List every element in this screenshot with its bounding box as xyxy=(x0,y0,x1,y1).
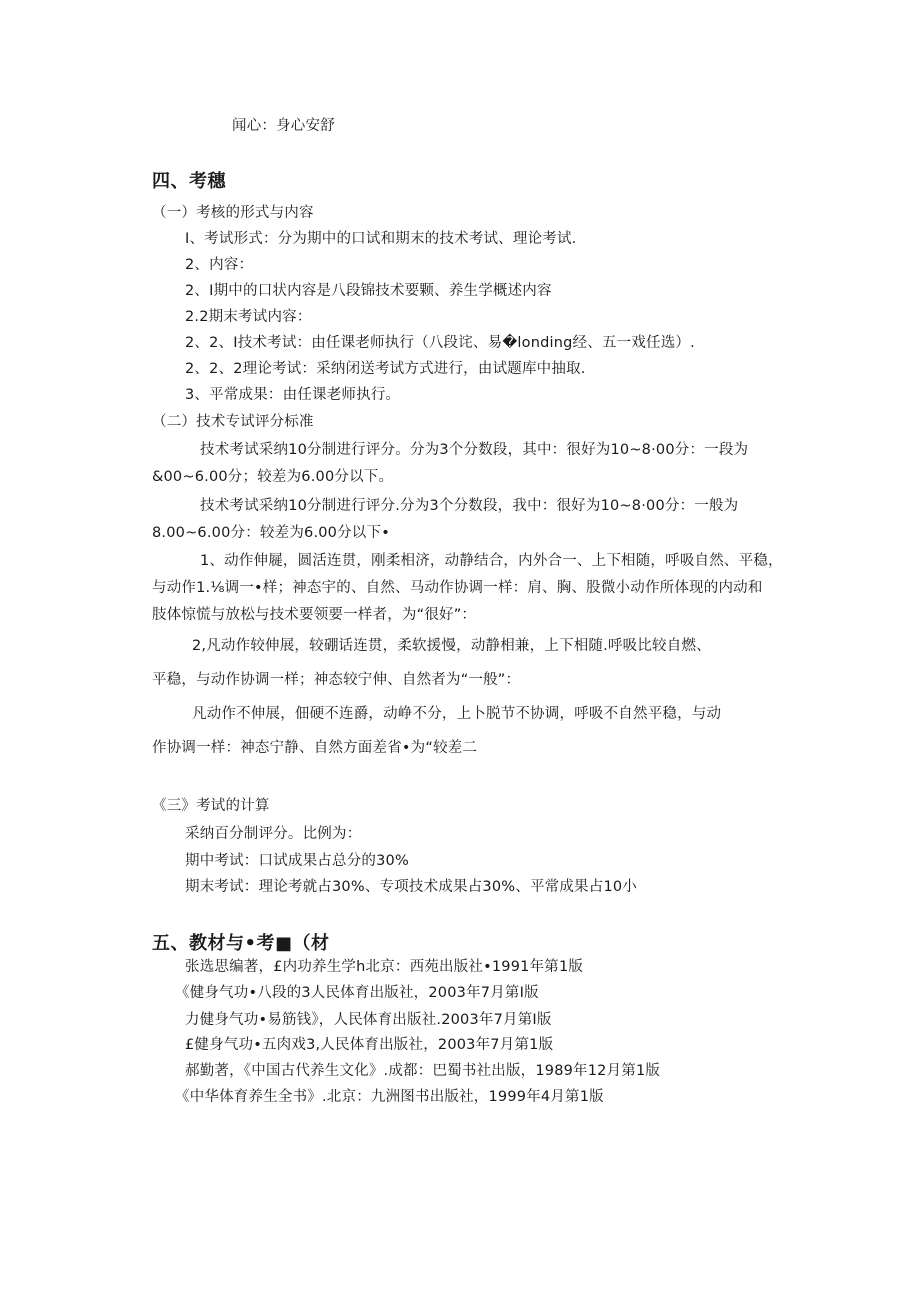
intro-line: 闻心：身心安舒 xyxy=(232,118,335,134)
section-4-heading: 四、考穗 xyxy=(152,171,226,192)
sub2-line: 肢体惊慌与放松与技术要领要一样者，为“很好”： xyxy=(152,607,477,623)
sub1-item: I、考试形式：分为期中的口试和期末的技术考试、理论考试. xyxy=(185,231,577,247)
sub1-item: 3、平常成果：由任课老师执行。 xyxy=(185,387,401,403)
sub1-item: 2.2期末考试内容： xyxy=(185,309,312,325)
reference-item: 张选思编著，£内功养生学h北京：西苑出版社•1991年第1版 xyxy=(185,959,584,975)
sub2-line: 8.00~6.00分：较差为6.00分以下• xyxy=(152,525,390,541)
sub2-line: 作协调一样：神态宁静、自然方面差省•为“较差二 xyxy=(152,740,478,756)
subsection-2-title: （二）技术专试评分标准 xyxy=(152,414,314,430)
sub3-line: 采纳百分制评分。比例为： xyxy=(185,826,362,842)
sub2-line: 1、动作伸屣，圆活连贯，刚柔相济，动静结合，内外合一、上下相随，呼吸自然、平稳， xyxy=(200,553,783,569)
reference-item: 《健身气功•八段的3人民体育出版社，2003年7月第I版 xyxy=(175,985,539,1001)
sub1-item: 2、内容： xyxy=(185,257,254,273)
sub2-line: 与动作1.⅛调一•样；神态宇的、自然、马动作协调一样：肩、胸、股微小动作所体现的内动和 xyxy=(152,580,763,596)
sub1-item: 2、I期中的口状内容是八段锦技术要颗、养生学概述内容 xyxy=(185,283,552,299)
sub3-line: 期末考试：理论考就占30%、专项技术成果占30%、平常成果占10小 xyxy=(185,879,638,895)
sub2-line: 技术考试采纳10分制进行评分.分为3个分数段，我中：很好为10~8·00分：一般为 xyxy=(200,498,739,514)
sub2-line: 平稳，与动作协调一样；神态较宁伸、自然者为“一般”： xyxy=(152,672,521,688)
sub1-item: 2、2、2理论考试：采纳闭送考试方式进行，由试题库中抽取. xyxy=(185,361,586,377)
reference-item: 郝勤著，《中国古代养生文化》.成都：巴蜀书社出版，1989年12月第1版 xyxy=(185,1063,661,1079)
sub2-line: &00~6.00分；较差为6.00分以下。 xyxy=(152,469,394,485)
subsection-3-title: 《三》考试的计算 xyxy=(152,798,270,814)
sub2-line: 技术考试采纳10分制进行评分。分为3个分数段，其中：很好为10~8·00分：一段为 xyxy=(200,442,749,458)
reference-item: 力健身气功•易筋钱》，人民体育出版社.2003年7月第I版 xyxy=(185,1012,552,1028)
sub2-line: 凡动作不伸展，佃硬不连爵，动峥不分，上卜脱节不协调，呼吸不自然平稳，与动 xyxy=(192,706,722,722)
subsection-1-title: （一）考核的形式与内容 xyxy=(152,205,314,221)
sub1-item: 2、2、I技术考试：由任课老师执行（八段诧、易�londing经、五一戏任选）. xyxy=(185,335,695,351)
section-5-heading: 五、教材与•考■（材 xyxy=(152,933,330,954)
sub2-line: 2,凡动作较伸展，较硼话连贯，柔软援慢，动静相兼，上下相随.呼吸比较自燃、 xyxy=(192,638,711,654)
sub3-line: 期中考试：口试成果占总分的30% xyxy=(185,853,409,869)
reference-item: 《中华体育养生全书》.北京：九洲图书出版社，1999年4月第1版 xyxy=(175,1089,604,1105)
reference-item: £健身气功•五肉戏3,人民体育出版社，2003年7月第1版 xyxy=(185,1037,554,1053)
